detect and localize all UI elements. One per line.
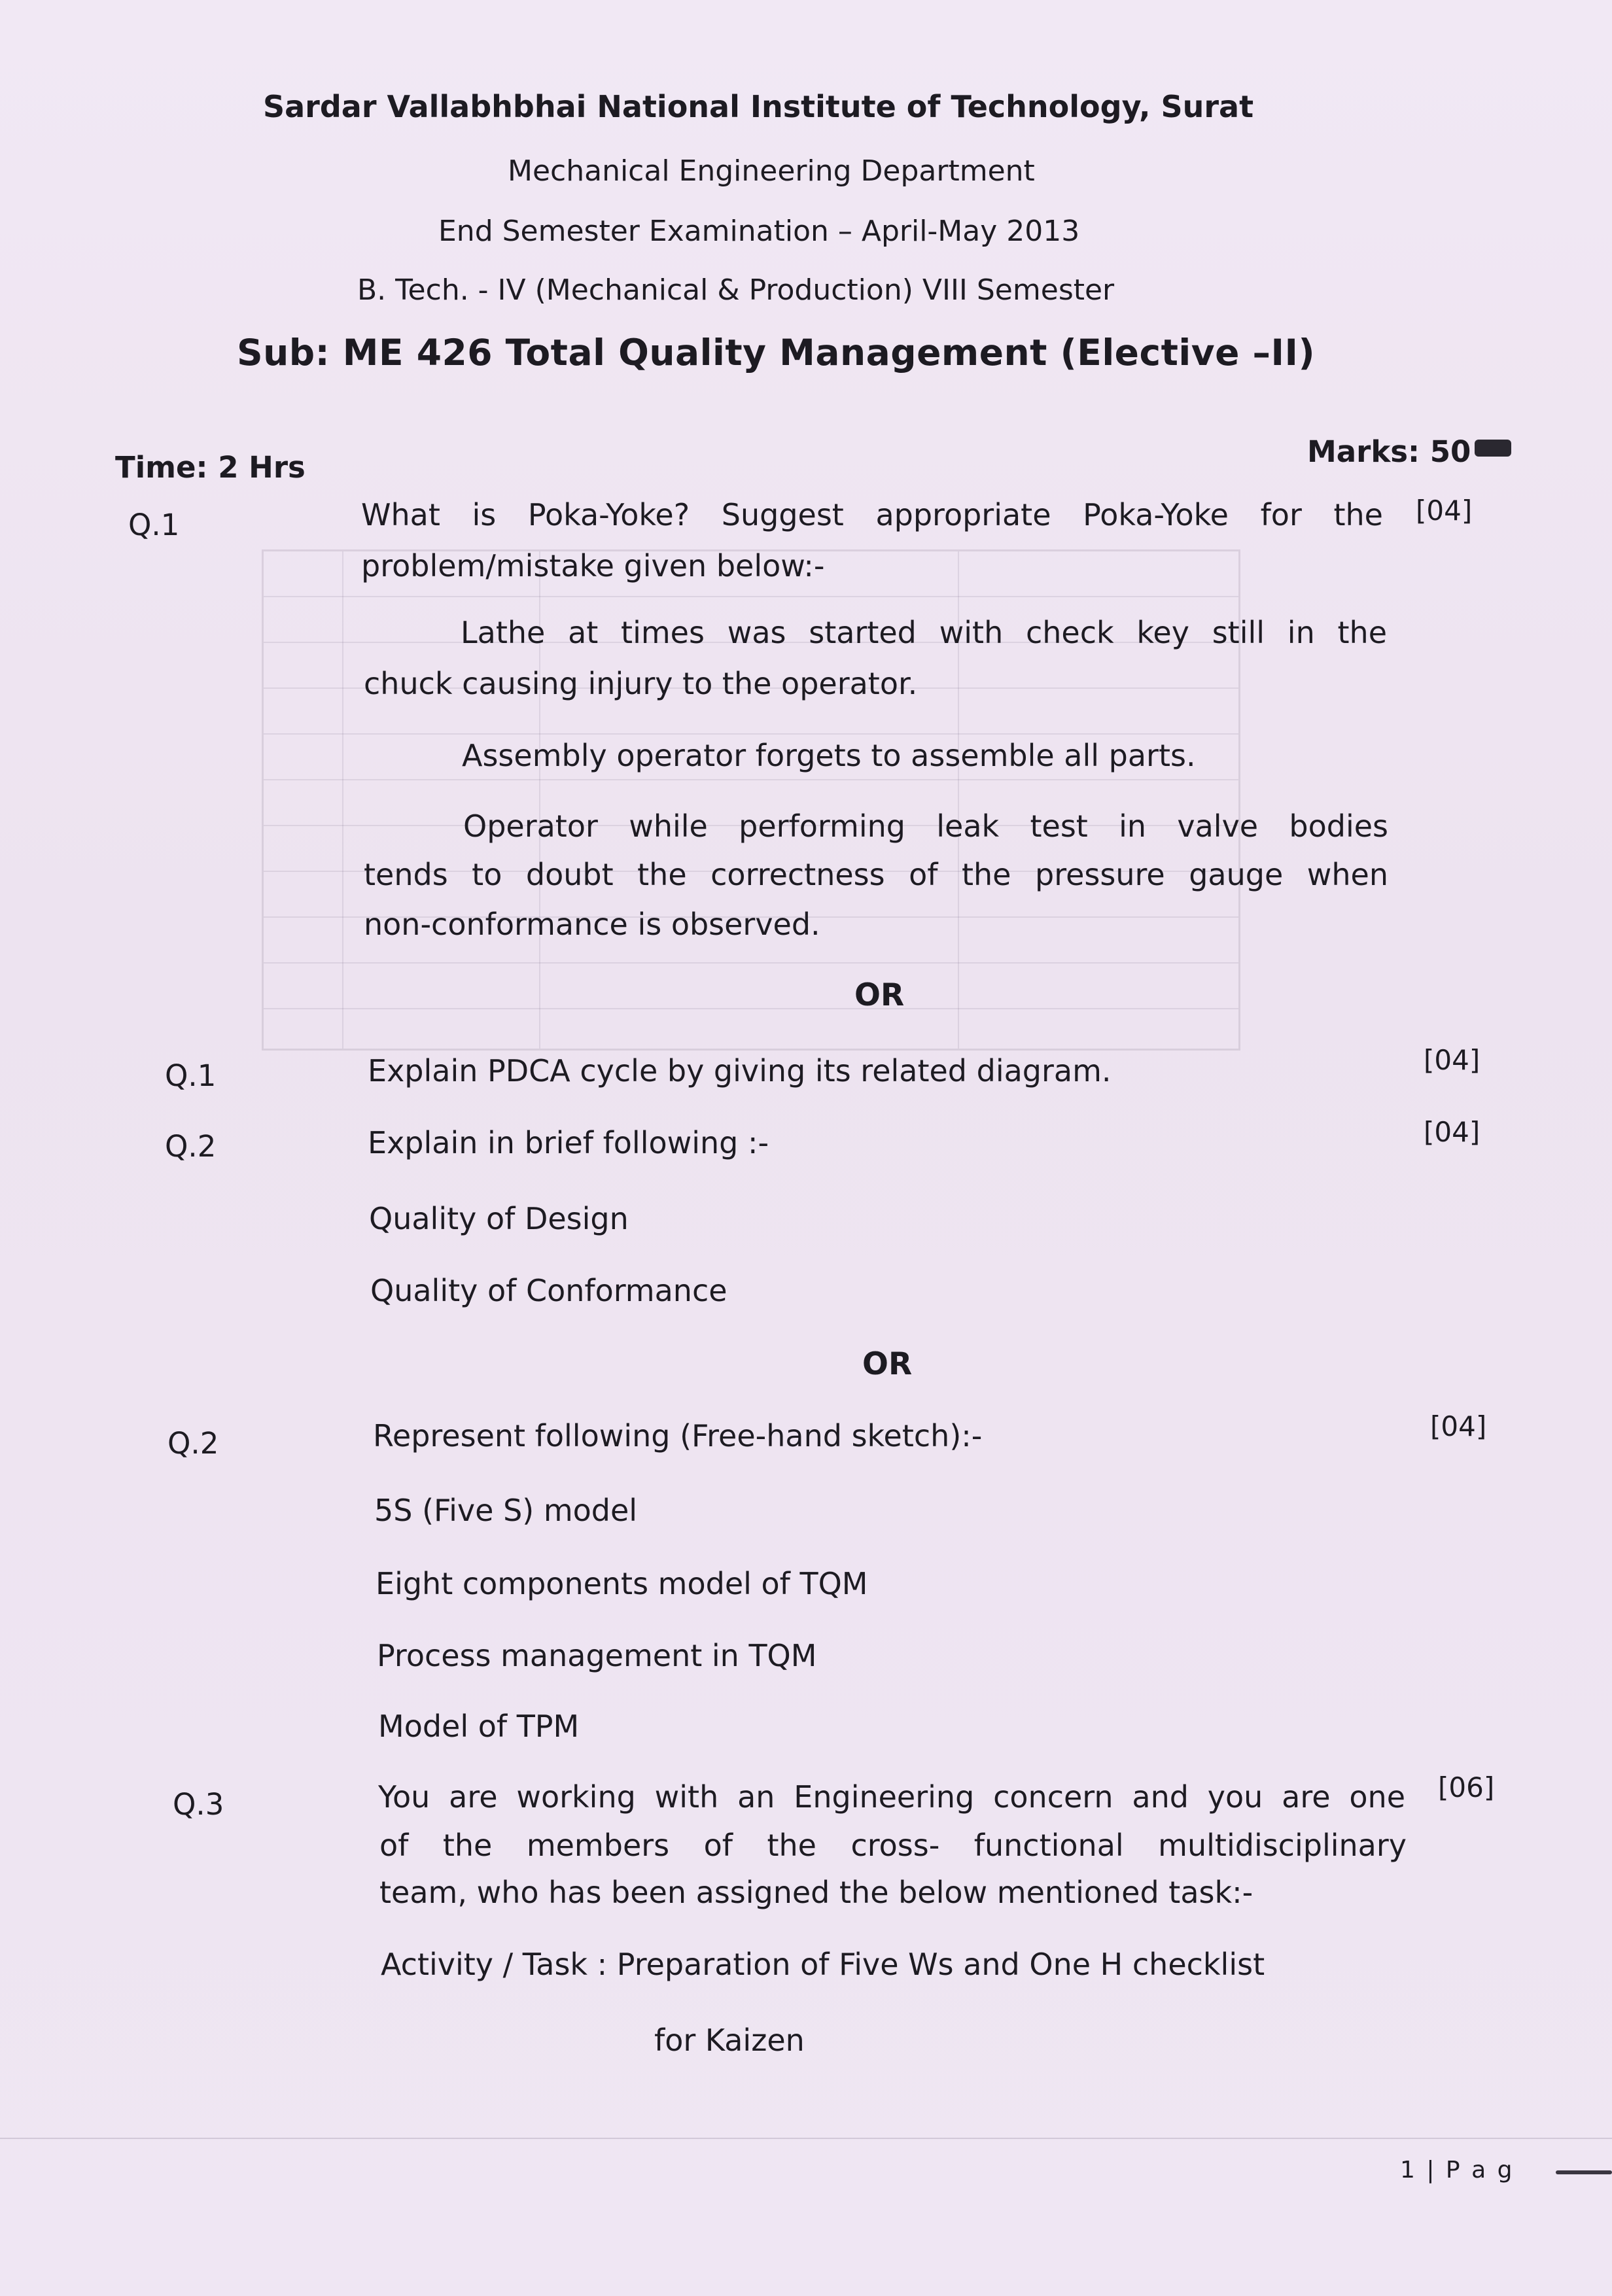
footer-rule [0,2138,1612,2139]
q2-alt-item-3: Process management in TQM [377,1638,817,1673]
q2-marks: [04] [1424,1116,1481,1148]
q2-alt-prompt: Represent following (Free-hand sketch):- [373,1418,983,1453]
page-number: 1 | P a g [1400,2157,1515,2183]
q2-alt-item-2: Eight components model of TQM [376,1566,868,1601]
q3-number: Q.3 [173,1787,224,1822]
exam-title: End Semester Examination – April-May 2013 [438,215,1080,248]
q1-item-3-end: non-conformance is observed. [364,907,820,942]
q3-prompt-cont: of the members of the cross- functional multidisciplinary [379,1828,1407,1863]
q2-item-1: Quality of Design [369,1201,629,1236]
or-separator-1: OR [854,977,905,1013]
q1-prompt: What is Poka-Yoke? Suggest appropriate Poka-Yoke for the [361,497,1383,532]
q1-alt-prompt: Explain PDCA cycle by giving its related diagram. [368,1053,1112,1088]
q2-alt-item-1: 5S (Five S) model [374,1493,638,1528]
q3-task-cont: for Kaizen [654,2023,805,2058]
department-name: Mechanical Engineering Department [508,154,1035,188]
exam-marks: Marks: 50 [1307,434,1471,469]
q1-prompt-cont: problem/mistake given below:- [361,548,825,583]
q2-item-2: Quality of Conformance [370,1273,727,1308]
institute-name: Sardar Vallabhbhai National Institute of Technology, Surat [263,89,1254,124]
q1-item-1-cont: chuck causing injury to the operator. [364,666,918,701]
q3-marks: [06] [1438,1771,1495,1803]
q3-prompt-end: team, who has been assigned the below mentioned task:- [379,1875,1253,1910]
q1-item-3-cont: tends to doubt the correctness of the pressure gauge when [364,857,1388,892]
q1-item-2: Assembly operator forgets to assemble all parts. [462,738,1196,773]
q2-alt-number: Q.2 [167,1426,219,1461]
q2-alt-marks: [04] [1430,1410,1487,1442]
q1-marks: [04] [1416,495,1473,527]
edge-mark [1556,2170,1612,2174]
q1-alt-marks: [04] [1424,1044,1481,1076]
q3-prompt: You are working with an Engineering concern and you are one [378,1779,1405,1815]
q2-alt-item-4: Model of TPM [378,1709,580,1744]
subject-title: Sub: ME 426 Total Quality Management (Elective –II) [237,332,1316,374]
exam-time: Time: 2 Hrs [115,450,306,485]
q2-prompt: Explain in brief following :- [368,1125,769,1160]
q1-item-3: Operator while performing leak test in valve bodies [463,809,1388,844]
q1-number: Q.1 [128,508,180,542]
ink-smudge [1475,440,1511,457]
program-title: B. Tech. - IV (Mechanical & Production) VIII Semester [357,273,1115,307]
q3-task: Activity / Task : Preparation of Five Ws and One H checklist [381,1947,1265,1982]
q2-number: Q.2 [165,1129,217,1164]
q1-item-1: Lathe at times was started with check key still in the [461,615,1387,650]
q1-alt-number: Q.1 [165,1058,217,1093]
or-separator-2: OR [862,1346,913,1382]
